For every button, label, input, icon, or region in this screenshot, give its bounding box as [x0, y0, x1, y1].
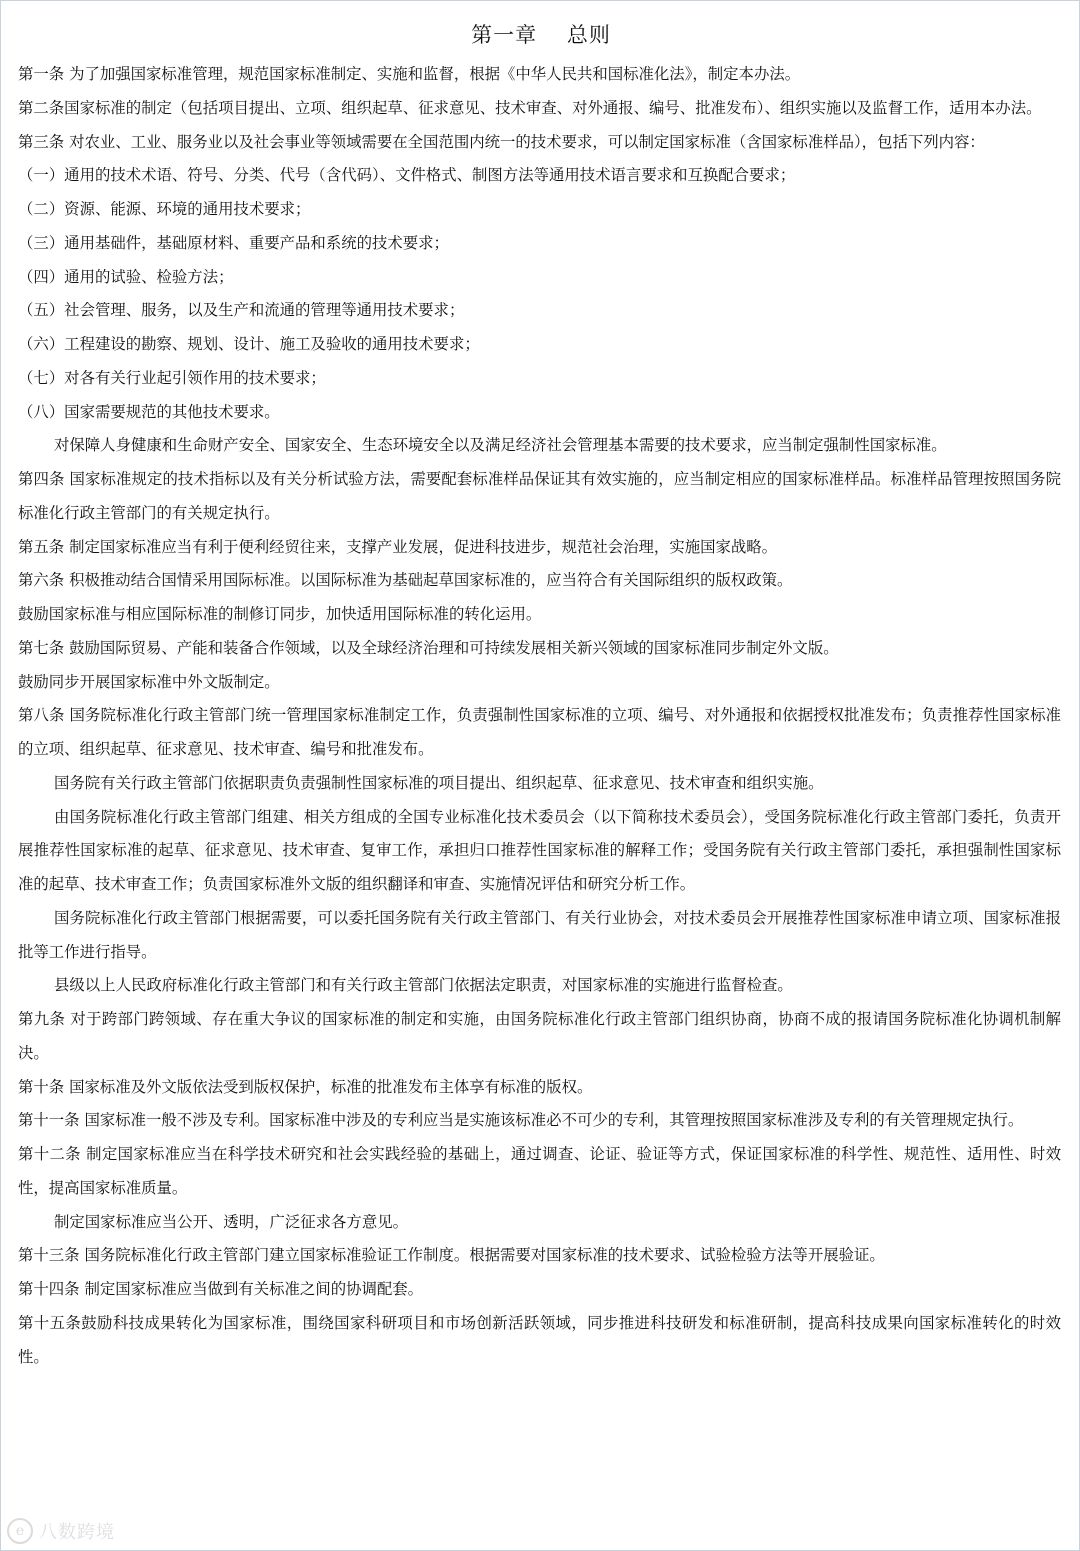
paragraph: （八）国家需要规范的其他技术要求。 — [18, 402, 280, 421]
paragraph: （六）工程建设的勘察、规划、设计、施工及验收的通用技术要求； — [18, 335, 480, 353]
paragraph: 第八条 国务院标准化行政主管部门统一管理国家标准制定工作，负责强制性国家标准的立项、编号、对外通报和依据授权批准发布；负责推荐性国家标准的立项、组织起草、征求意见、技术审查、编号和批准发布。 — [18, 706, 1061, 758]
paragraph: 第六条 积极推动结合国情采用国际标准。以国际标准为基础起草国家标准的，应当符合有关国际组织的版权政策。 — [18, 571, 793, 590]
paragraph: 国务院标准化行政主管部门根据需要，可以委托国务院有关行政主管部门、有关行业协会，对技术委员会开展推荐性国家标准申请立项、国家标准报批等工作进行指导。 — [18, 908, 1061, 961]
paragraph: （七）对各有关行业起引领作用的技术要求； — [18, 368, 326, 387]
paragraph: 第十五条鼓励科技成果转化为国家标准，围绕国家科研项目和市场创新活跃领域，同步推进科技研发和标准研制，提高科技成果向国家标准转化的时效性。 — [18, 1313, 1061, 1366]
paragraph: 第十条 国家标准及外文版依法受到版权保护，标准的批准发布主体享有标准的版权。 — [18, 1077, 593, 1096]
paragraph: 第十二条 制定国家标准应当在科学技术研究和社会实践经验的基础上，通过调查、论证、验证等方式，保证国家标准的科学性、规范性、适用性、时效性，提高国家标准质量。 — [18, 1145, 1061, 1197]
watermark — [7, 1518, 115, 1544]
paragraph: 第三条 对农业、工业、服务业以及社会事业等领域需要在全国范围内统一的技术要求，可以制定国家标准（含国家标准样品），包括下列内容： — [18, 132, 985, 151]
paragraph: 由国务院标准化行政主管部门组建、相关方组成的全国专业标准化技术委员会（以下简称技术委员会），受国务院标准化行政主管部门委托，负责开展推荐性国家标准的起草、征求意见、技术审查、复审工作，承担归口推荐性国家标准的解释工作；受国务院有关行政主管部门委托，承担强制性国家标准的起草、技术审查工作；负责国家标准外文版的组织翻译和审查、实施情况评估和研究分析工作。 — [18, 807, 1061, 893]
paragraph: 第二条国家标准的制定（包括项目提出、立项、组织起草、征求意见、技术审查、对外通报、编号、批准发布）、组织实施以及监督工作，适用本办法。 — [18, 98, 1042, 117]
paragraph: 第四条 国家标准规定的技术指标以及有关分析试验方法，需要配套标准样品保证其有效实施的，应当制定相应的国家标准样品。标准样品管理按照国务院标准化行政主管部门的有关规定执行。 — [18, 470, 1061, 522]
paragraph: 制定国家标准应当公开、透明，广泛征求各方意见。 — [54, 1212, 408, 1231]
paragraph: 第七条 鼓励国际贸易、产能和装备合作领域，以及全球经济治理和可持续发展相关新兴领域的国家标准同步制定外文版。 — [18, 638, 839, 657]
paragraph: 第十一条 国家标准一般不涉及专利。国家标准中涉及的专利应当是实施该标准必不可少的专利，其管理按照国家标准涉及专利的有关管理规定执行。 — [18, 1111, 1024, 1130]
paragraph: 第十三条 国务院标准化行政主管部门建立国家标准验证工作制度。根据需要对国家标准的技术要求、试验检验方法等开展验证。 — [18, 1246, 885, 1265]
watermark-text: 八数跨境 — [39, 1522, 115, 1543]
paragraph: （一）通用的技术术语、符号、分类、代号（含代码）、文件格式、制图方法等通用技术语言要求和互换配合要求； — [18, 166, 796, 185]
paragraph: 第五条 制定国家标准应当有利于便利经贸往来，支撑产业发展，促进科技进步，规范社会治理，实施国家战略。 — [18, 537, 778, 556]
paragraph: （四）通用的试验、检验方法； — [18, 267, 234, 286]
paragraph: 第九条 对于跨部门跨领域、存在重大争议的国家标准的制定和实施，由国务院标准化行政主管部门组织协商，协商不成的报请国务院标准化协调机制解决。 — [18, 1010, 1061, 1062]
paragraph: 国务院有关行政主管部门依据职责负责强制性国家标准的项目提出、组织起草、征求意见、技术审查和组织实施。 — [54, 773, 824, 792]
document-body — [18, 58, 1061, 1374]
paragraph: （五）社会管理、服务，以及生产和流通的管理等通用技术要求； — [18, 301, 465, 320]
paragraph: 鼓励同步开展国家标准中外文版制定。 — [18, 672, 280, 691]
paragraph: （三）通用基础件，基础原材料、重要产品和系统的技术要求； — [18, 233, 449, 252]
paragraph: 县级以上人民政府标准化行政主管部门和有关行政主管部门依据法定职责，对国家标准的实施进行监督检查。 — [54, 976, 793, 995]
paragraph: 对保障人身健康和生命财产安全、国家安全、生态环境安全以及满足经济社会管理基本需要的技术要求，应当制定强制性国家标准。 — [54, 436, 947, 455]
paragraph: 第十四条 制定国家标准应当做到有关标准之间的协调配套。 — [18, 1280, 424, 1298]
watermark-logo-icon: e — [7, 1518, 33, 1544]
paragraph: 第一条 为了加强国家标准管理，规范国家标准制定、实施和监督，根据《中华人民共和国标准化法》，制定本办法。 — [18, 65, 801, 83]
paragraph: 鼓励国家标准与相应国际标准的制修订同步，加快适用国际标准的转化运用。 — [18, 605, 542, 623]
paragraph: （二）资源、能源、环境的通用技术要求； — [18, 200, 311, 218]
chapter-title: 第一章 总则 — [471, 23, 611, 47]
